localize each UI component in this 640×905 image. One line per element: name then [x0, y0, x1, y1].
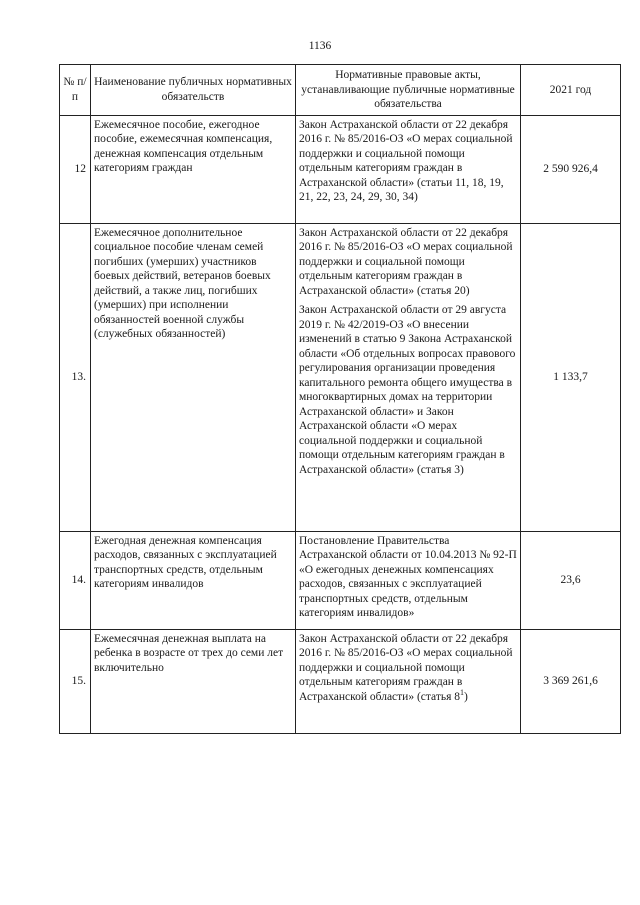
header-acts: Нормативные правовые акты, устанавливающие публичные нормативные обязательства	[296, 65, 521, 116]
row-num: 12	[60, 115, 91, 223]
row-amount: 1 133,7	[521, 223, 621, 531]
obligations-table	[59, 64, 621, 734]
row-acts	[296, 629, 521, 733]
row-amount: 2 590 926,4	[521, 115, 621, 223]
act-text	[299, 632, 517, 705]
row-acts	[296, 115, 521, 223]
header-num: № п/п	[60, 65, 91, 116]
header-name: Наименование публичных нормативных обязательств	[91, 65, 296, 116]
act-text: Закон Астраханской области от 22 декабря 2016 г. № 85/2016-ОЗ «О мерах социальной поддержки и социальной помощи отдельным категориям граждан в Астраханской области» (статьи 11, 18, 19, 21, 22, 23, 24, 29, 30, 34)	[299, 118, 513, 203]
row-acts	[296, 223, 521, 531]
table-row	[60, 629, 621, 733]
table-row	[60, 115, 621, 223]
header-year: 2021 год	[521, 65, 621, 116]
row-amount: 3 369 261,6	[521, 629, 621, 733]
act-text: Постановление Правительства Астраханской области от 10.04.2013 № 92-П «О ежегодных денежных компенсациях расходов, связанных с эксплуатацией транспортных средств, отдельным категориям инвалидов»	[299, 534, 517, 619]
row-acts	[296, 531, 521, 629]
row-name: Ежегодная денежная компенсация расходов, связанных с эксплуатацией транспортных средств, отдельным категориям инвалидов	[91, 531, 296, 629]
table-header-row	[60, 65, 621, 116]
table-row	[60, 223, 621, 531]
row-num: 15.	[60, 629, 91, 733]
row-name: Ежемесячная денежная выплата на ребенка в возрасте от трех до семи лет включительно	[91, 629, 296, 733]
row-amount: 23,6	[521, 531, 621, 629]
row-num: 13.	[60, 223, 91, 531]
act-text: Закон Астраханской области от 29 августа 2019 г. № 42/2019-ОЗ «О внесении изменений в статью 9 Закона Астраханской области «Об отдельных вопросах правового регулирования организации проведения капитального ремонта общего имущества в многоквартирных домах на территории Астраханской области» и Закон Астраханской области «О мерах социальной поддержки и социальной помощи отдельным категориям граждан в Астраханской области» (статья 3)	[299, 304, 516, 476]
act-superscript: 1	[460, 687, 465, 697]
table-row	[60, 531, 621, 629]
act-text: Закон Астраханской области от 22 декабря 2016 г. № 85/2016-ОЗ «О мерах социальной поддержки и социальной помощи отдельным категориям граждан в Астраханской области» (статья 20)	[299, 226, 513, 297]
act-text-main: Закон Астраханской области от 22 декабря 2016 г. № 85/2016-ОЗ «О мерах социальной поддержки и социальной помощи отдельным категориям граждан в Астраханской области» (статья 8	[299, 632, 513, 703]
row-name: Ежемесячное дополнительное социальное пособие членам семей погибших (умерших) участников боевых действий, ветеранов боевых действий, а также лиц, погибших (умерших) при исполнении обязанностей военной службы (служебных обязанностей)	[91, 223, 296, 531]
page-number: 1136	[308, 40, 332, 52]
act-text-tail: )	[464, 690, 468, 703]
row-num: 14.	[60, 531, 91, 629]
row-name: Ежемесячное пособие, ежегодное пособие, ежемесячная компенсация, денежная компенсация отдельным категориям граждан	[91, 115, 296, 223]
